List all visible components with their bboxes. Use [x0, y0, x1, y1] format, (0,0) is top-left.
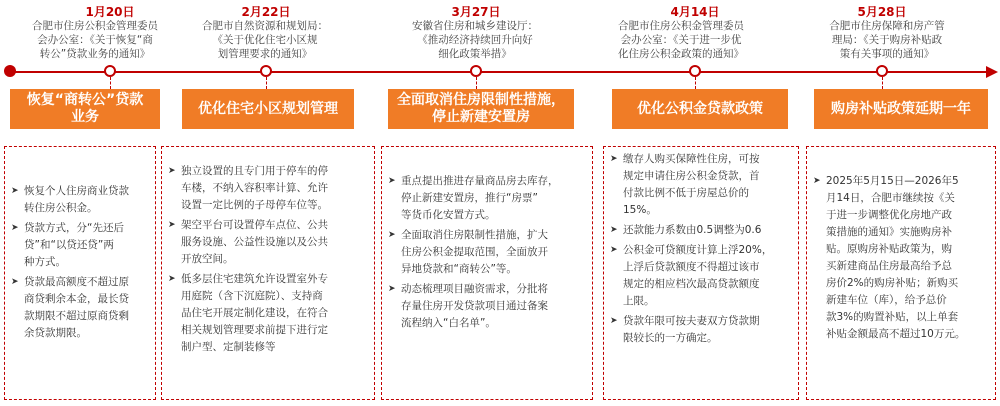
triangle-bullet-icon: ➤ — [610, 316, 618, 326]
detail-bullet: ➤ 恢复个人住房商业贷款 转住房公积金。 — [11, 185, 129, 214]
event-date: 4月14日 — [670, 5, 720, 19]
timeline-node — [689, 65, 701, 77]
timeline-node — [104, 65, 116, 77]
detail-bullet: ➤ 公积金可贷额度计算上浮20%， 上浮后贷款额度不得超过该市 规定的相应档次最高贷款额度 上限。 — [610, 244, 773, 307]
event-date: 3月27日 — [451, 5, 501, 19]
event-date: 2月22日 — [241, 5, 291, 19]
event-detail-box — [4, 146, 156, 400]
event-headline: 全面取消住房限制性措施， 停止新建安置房 — [388, 89, 574, 129]
triangle-bullet-icon: ➤ — [610, 225, 618, 235]
triangle-bullet-icon: ➤ — [168, 166, 176, 176]
timeline-node — [876, 65, 888, 77]
event-source: 合肥市自然资源和规划局： 《关于优化住宅小区规 划管理要求的通知》 — [202, 20, 328, 60]
detail-bullet: ➤ 贷款方式，分“先还后 贷”和“以贷还贷”两 种方式。 — [11, 222, 124, 268]
event-headline: 恢复“商转公”贷款 业务 — [10, 89, 160, 129]
event-detail-box — [161, 146, 375, 400]
triangle-bullet-icon: ➤ — [388, 176, 396, 186]
triangle-bullet-icon: ➤ — [610, 245, 618, 255]
connector-line — [695, 77, 696, 89]
event-date: 1月20日 — [85, 5, 135, 19]
detail-bullet: ➤ 贷款年限可按夫妻双方贷款期 限较长的一方确定。 — [610, 315, 760, 344]
triangle-bullet-icon: ➤ — [11, 277, 19, 287]
triangle-bullet-icon: ➤ — [388, 284, 396, 294]
event-headline: 优化公积金贷款政策 — [612, 89, 788, 129]
detail-bullet: ➤ 重点提出推进存量商品房去库存， 停止新建安置房，推行“房票” 等货币化安置方式。 — [388, 175, 559, 221]
triangle-bullet-icon: ➤ — [388, 230, 396, 240]
event-detail-box — [381, 146, 593, 400]
detail-bullet: ➤ 全面取消住房限制性措施，扩大 住房公积金提取范围，全面放开 异地贷款和“商转公”等。 — [388, 229, 548, 275]
triangle-bullet-icon: ➤ — [813, 176, 821, 186]
triangle-bullet-icon: ➤ — [168, 220, 176, 230]
triangle-bullet-icon: ➤ — [610, 154, 618, 164]
event-source: 合肥市住房公积金管理委员 会办公室：《关于恢复“商 转公”贷款业务的通知》 — [32, 20, 158, 60]
event-detail-box — [806, 146, 996, 400]
triangle-bullet-icon: ➤ — [11, 223, 19, 233]
event-source: 安徽省住房和城乡建设厅： 《推动经济持续回升向好 细化政策举措》 — [412, 20, 538, 60]
event-date: 5月28日 — [857, 5, 907, 19]
triangle-bullet-icon: ➤ — [168, 274, 176, 284]
timeline-node — [470, 65, 482, 77]
detail-bullet: ➤ 架空平台可设置停车点位、公共 服务设施、公益性设施以及公共 开放空间。 — [168, 219, 328, 265]
detail-bullet: ➤ 贷款最高额度不超过原 商贷剩余本金，最长贷 款期限不超过原商贷剩 余贷款期限。 — [11, 276, 129, 339]
triangle-bullet-icon: ➤ — [11, 186, 19, 196]
detail-bullet: ➤ 缴存人购买保障性住房，可按 规定申请住房公积金贷款，首 付款比例不低于房屋总价的 15%。 — [610, 153, 760, 216]
detail-bullet: ➤ 动态梳理项目融资需求，分批将 存量住房开发贷款项目通过备案 流程纳入“白名单”。 — [388, 283, 548, 329]
event-source: 合肥市住房公积金管理委员 会办公室：《关于进一步优 化住房公积金政策的通知》 — [618, 20, 744, 60]
connector-line — [110, 77, 111, 89]
connector-line — [266, 77, 267, 89]
timeline-arrow-icon — [986, 66, 998, 78]
event-detail-box — [603, 146, 799, 400]
detail-bullet: ➤ 低多层住宅建筑允许设置室外专 用庭院（含下沉庭院）、支持商 品住宅开展定制化建设，在符合 相关规划管理要求前提下进行定 制户型、定制装修等 — [168, 273, 328, 353]
connector-line — [882, 77, 883, 89]
connector-line — [476, 77, 477, 89]
event-headline: 购房补贴政策延期一年 — [814, 89, 988, 129]
detail-bullet: ➤ 2025年5月15日—2026年5 月14日，合肥市继续按《关 于进一步调整优化房地产政 策措施的通知》实施购房补 贴。原购房补贴政策为，购 买新建商品住房最高给予总 房价2%的购房补贴；新购买 新建车位（库），给予总价 款3%的购置补贴，以上单套 补贴金额最高不超过10万元。 — [813, 175, 966, 340]
event-source: 合肥市住房保障和房产管 理局：《关于购房补贴政 策有关事项的通知》 — [829, 20, 945, 60]
event-headline: 优化住宅小区规划管理 — [182, 89, 354, 129]
detail-bullet: ➤ 还款能力系数由0.5调整为0.6 — [610, 222, 772, 239]
detail-bullet: ➤ 独立设置的且专门用于停车的停 车楼，不纳入容积率计算、允许 设置一定比例的子母停车位等。 — [168, 165, 328, 211]
timeline-node — [260, 65, 272, 77]
timeline-axis — [6, 71, 992, 73]
